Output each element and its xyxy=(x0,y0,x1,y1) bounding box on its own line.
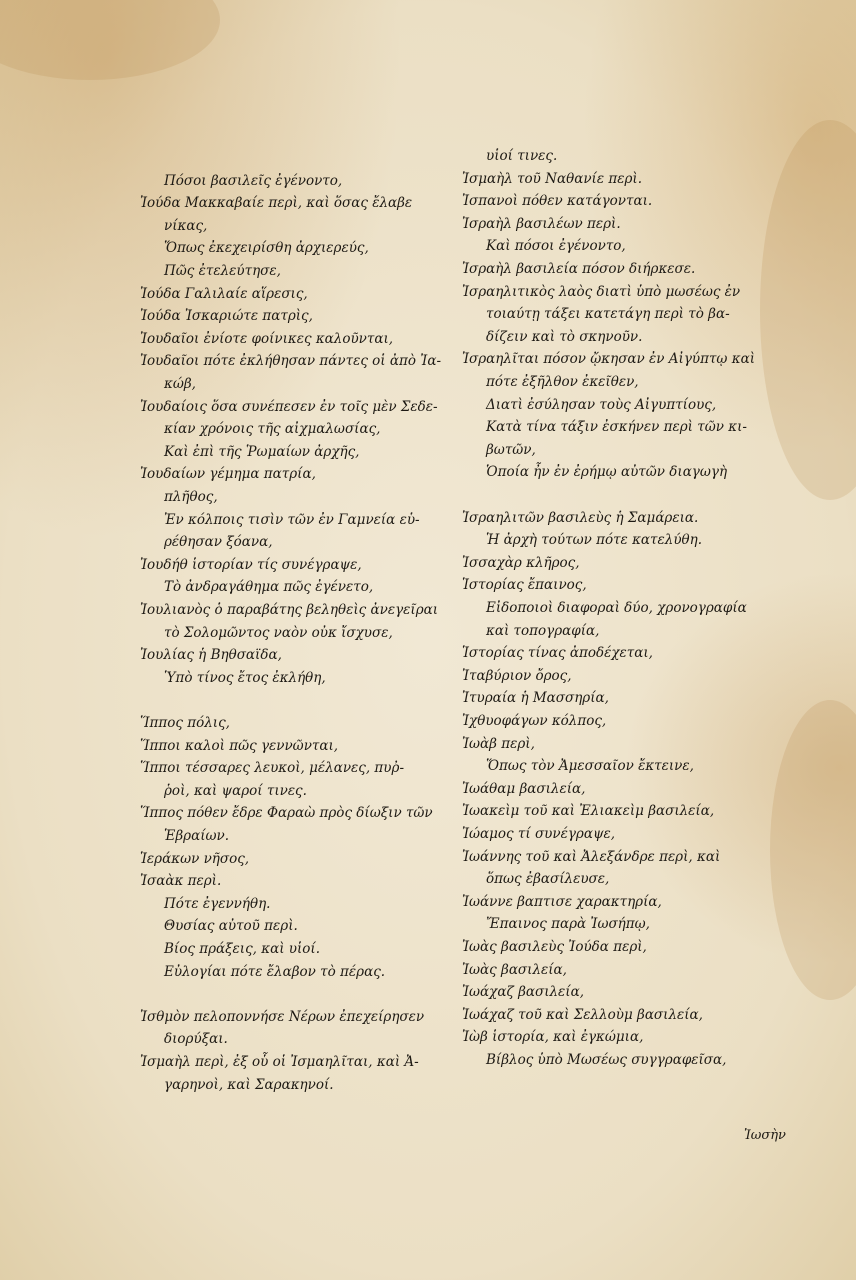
index-entry: καὶ τοπογραφία, xyxy=(486,622,600,639)
index-entry: Ἰσραὴλ βασιλεία πόσον διήρκεσε. xyxy=(462,261,696,277)
index-entry: Ἰσμαὴλ τοῦ Ναθανίε περὶ. xyxy=(462,170,643,187)
index-entry: Ἰσραὴλ βασιλέων περὶ. xyxy=(462,215,621,232)
index-entry: ῥοὶ, καὶ ψαροί τινες. xyxy=(164,782,307,799)
index-entry: Ἰουδαῖοι ἐνίοτε φοίνικες καλοῦνται, xyxy=(140,330,394,347)
index-entry: Ἰωάννης τοῦ καὶ Ἀλεξάνδρε περὶ, καὶ xyxy=(462,848,721,865)
index-entry: κώβ, xyxy=(164,376,196,392)
index-entry: Ἰουδαίων γέμημα πατρία, xyxy=(140,466,316,483)
index-entry: Ἰταβύριον ὄρος, xyxy=(462,667,572,684)
index-entry: Ἰουλιανὸς ὁ παραβάτης βεληθεὶς ἀνεγεῖραι xyxy=(140,602,439,618)
index-entry: πότε ἐξῆλθον ἐκεῖθεν, xyxy=(486,374,639,390)
index-entry: Εἰδοποιοὶ διαφοραὶ δύο, χρονογραφία xyxy=(486,600,747,616)
water-stain xyxy=(770,700,856,1000)
index-entry: Καὶ πόσοι ἐγένοντο, xyxy=(486,238,626,255)
index-entry: τὸ Σολομῶντος ναὸν οὐκ ἴσχυσε, xyxy=(164,624,393,641)
index-entry: Ἰσσαχὰρ κλῆρος, xyxy=(462,554,580,571)
index-entry: Ἰωάννε βαπτισε χαρακτηρία, xyxy=(462,893,662,910)
index-entry: Βίος πράξεις, καὶ υἱοί. xyxy=(164,941,321,957)
catchword: Ἰωσὴν xyxy=(744,1128,786,1143)
index-entry: Ἰωακεὶμ τοῦ καὶ Ἐλιακεὶμ βασιλεία, xyxy=(462,803,715,820)
index-entry: Ἰτυραία ἡ Μασσηρία, xyxy=(462,690,609,707)
index-entry: Ἑβραίων. xyxy=(164,828,230,844)
index-entry: Ἵππος πόλις, xyxy=(140,715,230,731)
index-entry: Ἰωὰβ περὶ, xyxy=(462,735,535,752)
index-entry: βωτῶν, xyxy=(486,441,536,458)
index-entry: Ἱεράκων νῆσος, xyxy=(140,850,250,867)
index-entry: Ἰουλίας ἡ Βηθσαϊδα, xyxy=(140,647,282,664)
index-entry: Ἱστορίας ἔπαινος, xyxy=(462,577,587,594)
index-entry: Ὁποία ἦν ἐν ἐρήμῳ αὐτῶν διαγωγὴ xyxy=(486,464,728,481)
index-entry: Καὶ ἐπὶ τῆς Ῥωμαίων ἀρχῆς, xyxy=(164,443,360,460)
index-entry: Διατὶ ἐσύλησαν τοὺς Αἰγυπτίους, xyxy=(486,396,717,413)
index-entry: πλῆθος, xyxy=(164,489,218,505)
index-entry: Ἰουδήθ ἱστορίαν τίς συνέγραψε, xyxy=(140,556,362,573)
index-entry: Ὅπως τὸν Ἀμεσσαῖον ἔκτεινε, xyxy=(486,758,694,775)
index-entry: Τὸ ἀνδραγάθημα πῶς ἐγένετο, xyxy=(164,579,374,596)
index-entry: Ἰούδα Μακκαβαίε περὶ, καὶ ὅσας ἔλαβε xyxy=(140,195,413,212)
index-entry: Πότε ἐγεννήθη. xyxy=(164,895,271,912)
index-entry: Ἰσραηλιτικὸς λαὸς διατὶ ὑπὸ μωσέως ἐν xyxy=(462,283,741,300)
index-entry: Ἰούδα Ἰσκαριώτε πατρὶς, xyxy=(140,308,313,325)
index-entry: Ἰουδαῖοι πότε ἐκλήθησαν πάντες οἱ ἀπὸ Ἰα- xyxy=(140,353,442,370)
index-entry: Ἱστορίας τίνας ἀποδέχεται, xyxy=(462,645,653,662)
index-entry: Ὅπως ἐκεχειρίσθη ἀρχιερεύς, xyxy=(164,240,369,257)
index-entry: τοιαύτῃ τάξει κατετάγη περὶ τὸ βα- xyxy=(486,306,730,323)
index-entry: Ἡ ἀρχὴ τούτων πότε κατελύθη. xyxy=(486,532,703,549)
index-entry: Ἰούδα Γαλιλαίε αἵρεσις, xyxy=(140,285,308,302)
index-entry: Ἰώαμος τί συνέγραψε, xyxy=(462,826,616,842)
index-entry: Ἰσμαὴλ περὶ, ἐξ οὗ οἱ Ἰσμαηλῖται, καὶ Ἀ- xyxy=(140,1054,419,1070)
index-entry: Εὐλογίαι πότε ἔλαβον τὸ πέρας. xyxy=(164,963,386,980)
index-entry: Ἵπποι τέσσαρες λευκοὶ, μέλανες, πυῤ- xyxy=(140,760,405,777)
index-entry: ρέθησαν ξόανα, xyxy=(164,534,273,551)
index-entry: Ἰσραηλιτῶν βασιλεὺς ἡ Σαμάρεια. xyxy=(462,509,699,526)
index-entry: Ἰσπανοὶ πόθεν κατάγονται. xyxy=(462,193,653,210)
index-entry: διορύξαι. xyxy=(164,1031,228,1048)
index-entry: Ἰουδαίοις ὅσα συνέπεσεν ἐν τοῖς μὲν Σεδε- xyxy=(140,398,438,415)
index-entry: Ἰωάχαζ τοῦ καὶ Σελλοὺμ βασιλεία, xyxy=(462,1006,703,1023)
index-entry: Ἔπαινος παρὰ Ἰωσήπῳ, xyxy=(486,916,650,933)
index-entry: Ἵππος πόθεν ἔδρε Φαραὼ πρὸς δίωξιν τῶν xyxy=(140,805,433,822)
index-entry: Θυσίας αὐτοῦ περὶ. xyxy=(164,918,298,935)
index-entry: Ἰωάθαμ βασιλεία, xyxy=(462,780,586,797)
index-entry: νίκας, xyxy=(164,217,208,234)
water-stain xyxy=(0,0,220,80)
index-entry: ὅπως ἐβασίλευσε, xyxy=(486,871,610,888)
index-entry: Βίβλος ὑπὸ Μωσέως συγγραφεῖσα, xyxy=(486,1052,727,1068)
index-entry: κίαν χρόνοις τῆς αἰχμαλωσίας, xyxy=(164,421,381,438)
index-entry: Ὑπὸ τίνος ἔτος ἐκλήθη, xyxy=(164,669,326,686)
water-stain xyxy=(760,120,856,500)
index-entry: Ἰσθμὸν πελοποννήσε Νέρων ἐπεχείρησεν xyxy=(140,1008,425,1025)
index-entry: Πῶς ἐτελεύτησε, xyxy=(164,263,281,279)
index-entry: Ἰωὰς βασιλεία, xyxy=(462,961,567,978)
index-entry: Πόσοι βασιλεῖς ἐγένοντο, xyxy=(164,172,343,189)
index-entry: Ἵπποι καλοὶ πῶς γεννῶνται, xyxy=(140,737,339,754)
index-entry: δίζειν καὶ τὸ σκηνοῦν. xyxy=(486,328,643,345)
index-entry: Κατὰ τίνα τάξιν ἐσκήνεν περὶ τῶν κι- xyxy=(486,419,747,436)
index-entry: Ἰχθυοφάγων κόλπος, xyxy=(462,713,607,729)
index-entry: υἱοί τινες. xyxy=(486,148,558,164)
index-entry: γαρηνοὶ, καὶ Σαρακηνοί. xyxy=(164,1076,334,1093)
index-entry: Ἰσαὰκ περὶ. xyxy=(140,873,222,890)
index-entry: Ἰσραηλῖται πόσον ᾤκησαν ἐν Αἰγύπτῳ καὶ xyxy=(462,351,755,368)
index-entry: Ἐν κόλποις τισὶν τῶν ἐν Γαμνεία εὑ- xyxy=(164,511,420,528)
index-entry: Ἰωὰς βασιλεὺς Ἰούδα περὶ, xyxy=(462,939,647,955)
index-entry: Ἰωάχαζ βασιλεία, xyxy=(462,984,584,1001)
index-entry: Ἰὼβ ἱστορία, καὶ ἐγκώμια, xyxy=(462,1029,644,1046)
